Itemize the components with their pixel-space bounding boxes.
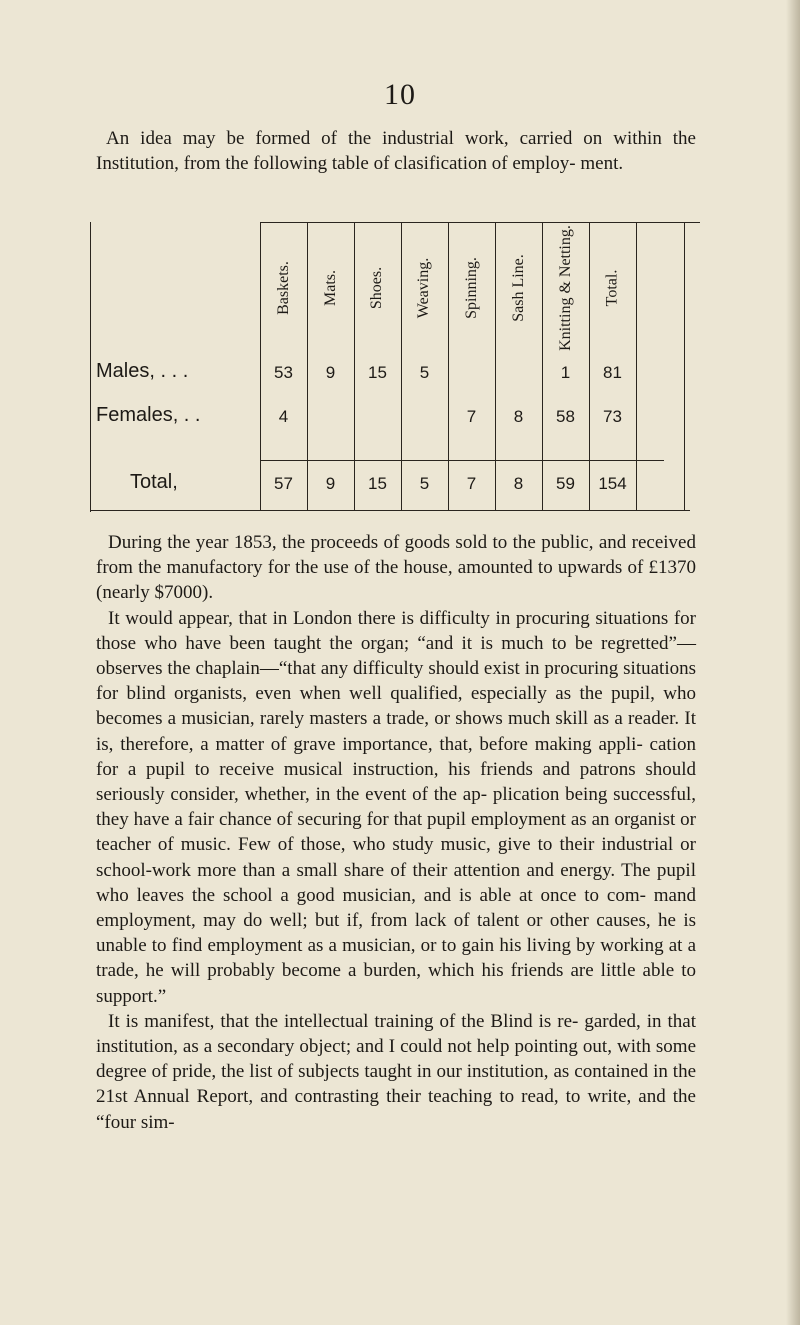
column-header bbox=[448, 230, 495, 345]
paragraph-chaplain-quote: It would appear, that in London there is difficulty in procuring situations for those who have been taught the organ; “and it is much to be regretted”—observes the chaplain—“that any difficulty should exist in procuring situations for blind organists, even when well qualified, especially as the pupil, who becomes a musician, rarely masters a trade, or shows much skill as a reader. It is, therefore, a matter of grave importance, that, before making appli- cation for a pupil to receive musical instruction, his friends and patrons should seriously consider, whether, in the event of the ap- plication being successful, they have a fair chance of securing for that pupil employment as an organist or teacher of music. Few of those, who study music, give to their industrial or school-work more than a small share of their attention and energy. The pupil who leaves the school a good musician, and is able at once to com- mand employment, may do well; but if, from lack of talent or other causes, he is unable to find employment as a musician, or to gain his living by working at a trade, he will probably become a burden, which his friends are little able to support.” bbox=[96, 607, 696, 1007]
body-text bbox=[96, 530, 696, 1135]
column-header bbox=[495, 230, 542, 345]
table-cell: 8 bbox=[513, 474, 524, 493]
table-cell: 81 bbox=[603, 363, 622, 382]
table-left-rule bbox=[90, 222, 91, 512]
column-header-label: Knitting & Netting. bbox=[556, 224, 574, 351]
column-header-label: Weaving. bbox=[415, 257, 433, 318]
table-top-rule bbox=[260, 222, 700, 223]
table-cell: 7 bbox=[466, 474, 477, 493]
table-cell: 9 bbox=[325, 474, 336, 493]
column-header bbox=[401, 230, 448, 345]
employment-table bbox=[90, 222, 700, 512]
page-edge bbox=[786, 0, 800, 1325]
column-header-label: Spinning. bbox=[462, 256, 480, 319]
column-header-label: Shoes. bbox=[368, 266, 386, 309]
table-cell: 4 bbox=[278, 407, 289, 426]
column-header bbox=[260, 230, 307, 345]
table-cell: 8 bbox=[513, 407, 524, 426]
column-header bbox=[354, 230, 401, 345]
paragraph-intellectual-training: It is manifest, that the intellectual training of the Blind is re- garded, in that institution, as a secondary object; and I could not help pointing out, with some degree of pride, the list of subjects taught in our institution, as contained in the 21st Annual Report, and contrasting their teaching to read, to write, and the “four sim- bbox=[96, 1010, 696, 1133]
table-right-rule bbox=[684, 222, 685, 510]
column-header-label: Mats. bbox=[321, 269, 339, 306]
intro-paragraph: An idea may be formed of the industrial work, carried on within the Institution, from the following table of clasification of employ- ment. bbox=[96, 128, 696, 174]
table-cell: 59 bbox=[556, 474, 575, 493]
table-cell: 57 bbox=[274, 474, 293, 493]
column-header bbox=[589, 230, 636, 345]
table-cell: 5 bbox=[419, 363, 430, 382]
row-label-males: Males, . . . bbox=[96, 360, 189, 382]
column-header bbox=[307, 230, 354, 345]
table-bottom-rule bbox=[90, 510, 690, 511]
column-header bbox=[542, 224, 589, 351]
table-cell: 5 bbox=[419, 474, 430, 493]
table-cell: 15 bbox=[368, 363, 387, 382]
page-number: 10 bbox=[384, 78, 416, 111]
row-label-total: Total, bbox=[130, 471, 178, 493]
column-header-label: Total. bbox=[603, 269, 621, 306]
table-cell: 15 bbox=[368, 474, 387, 493]
table-cell: 1 bbox=[560, 363, 571, 382]
table-cell: 9 bbox=[325, 363, 336, 382]
column-header-label: Sash Line. bbox=[509, 253, 527, 322]
table-total-rule bbox=[260, 460, 664, 461]
table-cell: 7 bbox=[466, 407, 477, 426]
table-cell: 58 bbox=[556, 407, 575, 426]
table-cell: 53 bbox=[274, 363, 293, 382]
table-cell: 154 bbox=[598, 474, 627, 493]
table-cell: 73 bbox=[603, 407, 622, 426]
row-label-females: Females, . . bbox=[96, 404, 201, 426]
column-divider bbox=[636, 222, 637, 510]
column-header-label: Baskets. bbox=[274, 260, 292, 315]
paragraph-proceeds: During the year 1853, the proceeds of goods sold to the public, and received from the manufactory for the use of the house, amounted to upwards of £1370 (nearly $7000). bbox=[96, 532, 696, 604]
